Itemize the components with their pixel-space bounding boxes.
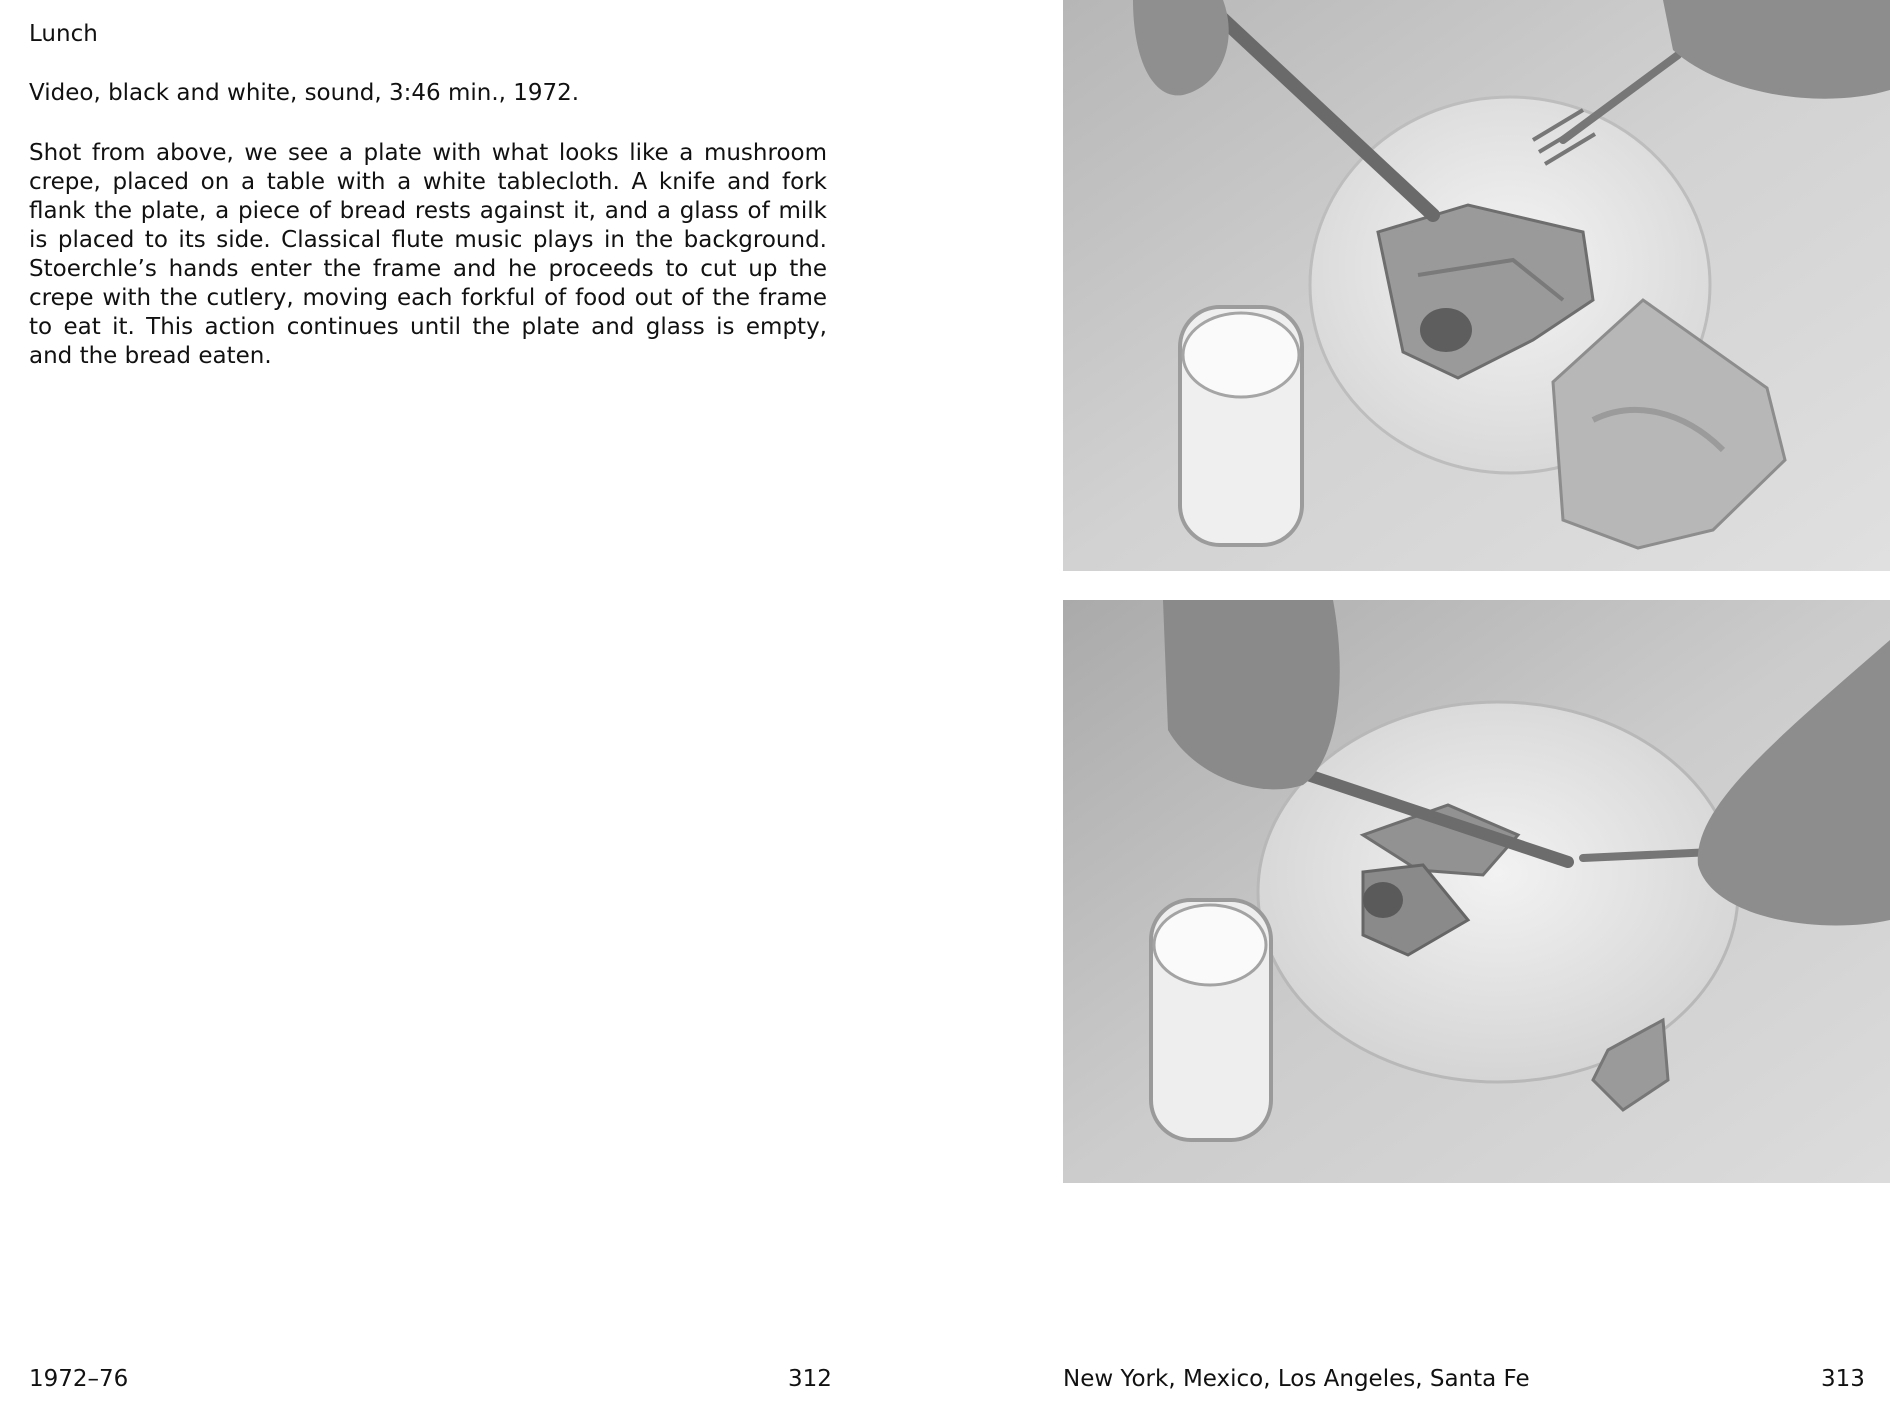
entry-description: Shot from above, we see a plate with what looks like a mushroom crepe, placed on a table with a white tablecloth. A knife and fork flank the plate, a piece of bread rests against it, and a glass of milk is placed to its side. Classical flute music plays in the background. Stoerchle’s hands enter the frame and he proceeds to cut up the crepe with the cutlery, moving each forkful of food out of the frame to eat it. This action continues until the plate and glass is empty, and the bread eaten. <box>29 140 827 369</box>
video-still-top <box>1063 0 1890 571</box>
footer-years: 1972–76 <box>29 1366 129 1392</box>
footer-places: New York, Mexico, Los Angeles, Santa Fe <box>1063 1366 1530 1392</box>
video-still-bottom <box>1063 600 1890 1183</box>
entry-meta: Video, black and white, sound, 3:46 min., 1972. <box>29 80 580 106</box>
page-number-right: 313 <box>1821 1366 1865 1392</box>
entry-title: Lunch <box>29 21 98 47</box>
page-number-left: 312 <box>788 1366 832 1392</box>
